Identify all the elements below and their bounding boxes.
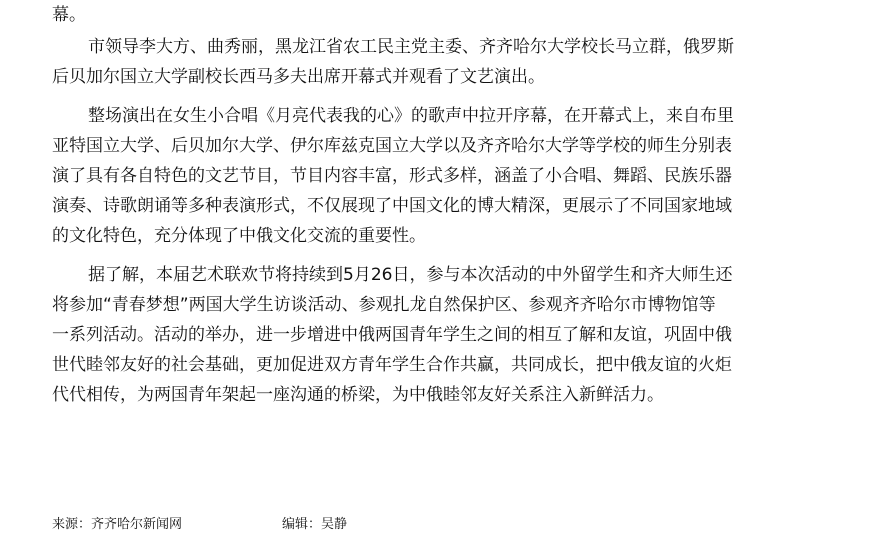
- text-line: 一系列活动。活动的举办，进一步增进中俄两国青年学生之间的相互了解和友谊，巩固中俄: [52, 324, 732, 345]
- text-line: 据了解，本届艺术联欢节将持续到5月26日，参与本次活动的中外留学生和齐大师生还: [88, 264, 733, 285]
- text-line: 代代相传，为两国青年架起一座沟通的桥梁，为中俄睦邻友好关系注入新鲜活力。: [52, 385, 664, 406]
- source-credit: 来源：齐齐哈尔新闻网: [52, 517, 183, 532]
- text-line: 演了具有各自特色的文艺节目，节目内容丰富，形式多样，涵盖了小合唱、舞蹈、民族乐器: [52, 165, 732, 186]
- paragraph-3: [52, 101, 812, 252]
- text-line: 将参加“青春梦想”两国大学生访谈活动、参观扎龙自然保护区、参观齐齐哈尔市博物馆等: [52, 294, 716, 315]
- text-line: 的文化特色，充分体现了中俄文化交流的重要性。: [52, 226, 426, 247]
- paragraph-1: [52, 0, 812, 30]
- text-line: 幕。: [52, 5, 86, 25]
- editor-credit: 编辑：吴静: [282, 517, 348, 532]
- text-line: 整场演出在女生小合唱《月亮代表我的心》的歌声中拉开序幕，在开幕式上，来自布里: [88, 105, 734, 126]
- article-footer: [52, 516, 652, 534]
- text-line: 市领导李大方、曲秀丽，黑龙江省农工民主党主委、齐齐哈尔大学校长马立群，俄罗斯: [88, 37, 734, 58]
- article-body: [52, 0, 812, 410]
- paragraph-2: [52, 32, 812, 92]
- text-line: 演奏、诗歌朗诵等多种表演形式，不仅展现了中国文化的博大精深，更展示了不同国家地域: [52, 196, 732, 217]
- text-line: 世代睦邻友好的社会基础，更加促进双方青年学生合作共赢，共同成长，把中俄友谊的火炬: [52, 355, 732, 376]
- text-line: 后贝加尔国立大学副校长西马多夫出席开幕式并观看了文艺演出。: [52, 67, 545, 88]
- paragraph-4: [52, 260, 812, 411]
- text-line: 亚特国立大学、后贝加尔大学、伊尔库兹克国立大学以及齐齐哈尔大学等学校的师生分别表: [52, 135, 732, 156]
